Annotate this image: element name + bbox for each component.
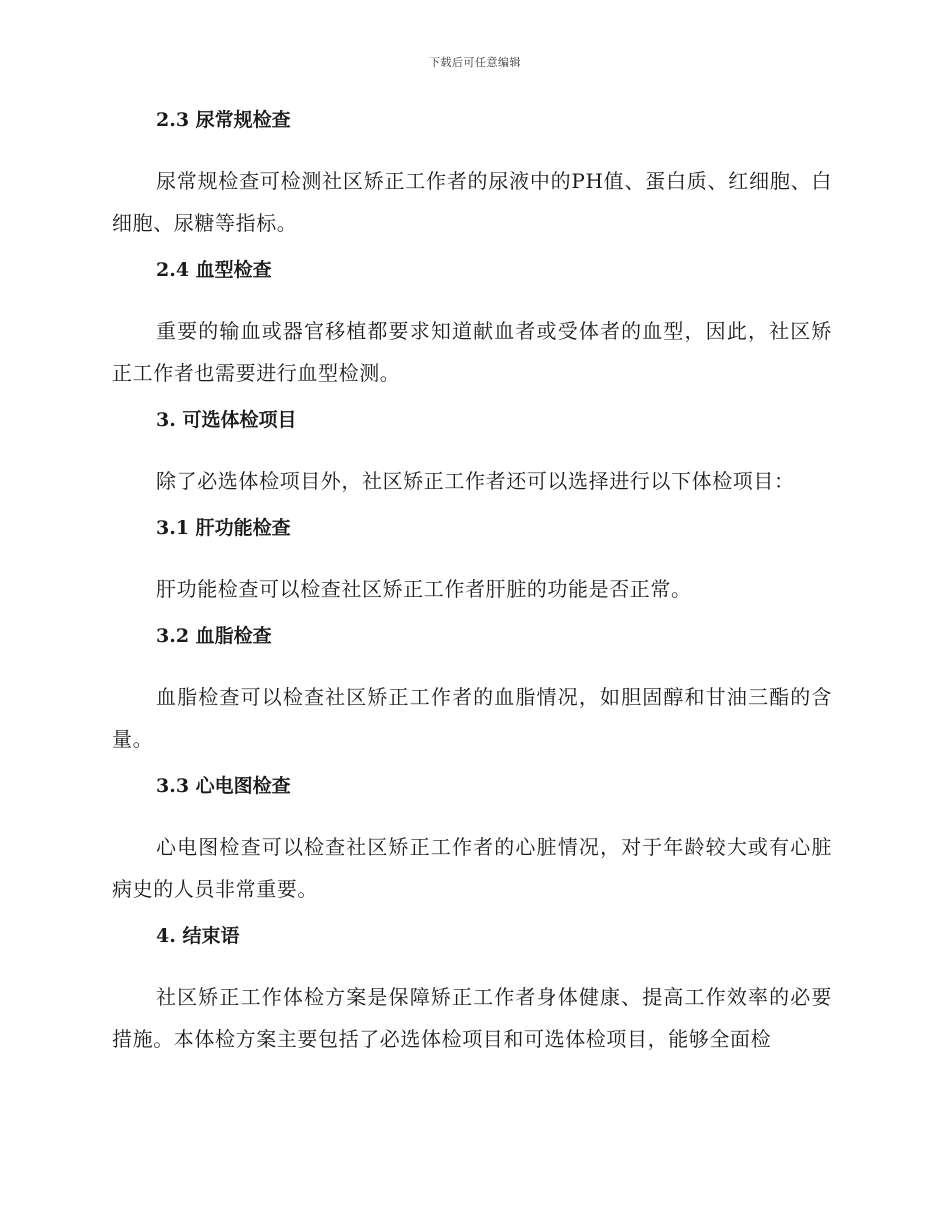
page-header: 下载后可任意编辑: [429, 56, 521, 69]
paragraph-conclusion: 社区矫正工作体检方案是保障矫正工作者身体健康、提高工作效率的必要措施。本体检方案主要包括了必选体检项目和可选体检项目，能够全面检: [112, 985, 832, 1051]
paragraph-ecg: 心电图检查可以检查社区矫正工作者的心脏情况，对于年龄较大或有心脏病史的人员非常重要。: [112, 835, 832, 901]
section-heading-3-1: 3.1 肝功能检查: [156, 517, 291, 539]
paragraph-liver-function: 肝功能检查可以检查社区矫正工作者肝脏的功能是否正常。: [156, 577, 692, 601]
document-body: [112, 106, 832, 1072]
section-heading-4: 4. 结束语: [156, 925, 240, 947]
paragraph-blood-lipid: 血脂检查可以检查社区矫正工作者的血脂情况，如胆固醇和甘油三酯的含量。: [112, 685, 832, 751]
section-heading-2-4: 2.4 血型检查: [156, 259, 272, 281]
section-heading-3-3: 3.3 心电图检查: [156, 775, 291, 797]
paragraph-urine-test: 尿常规检查可检测社区矫正工作者的尿液中的PH值、蛋白质、红细胞、白细胞、尿糖等指标。: [112, 169, 832, 235]
section-heading-3-2: 3.2 血脂检查: [156, 625, 272, 647]
paragraph-blood-type: 重要的输血或器官移植都要求知道献血者或受体者的血型，因此，社区矫正工作者也需要进行血型检测。: [112, 319, 832, 385]
paragraph-optional-items: 除了必选体检项目外，社区矫正工作者还可以选择进行以下体检项目：: [156, 469, 795, 493]
section-heading-2-3: 2.3 尿常规检查: [156, 109, 291, 131]
section-heading-3: 3. 可选体检项目: [156, 409, 297, 431]
